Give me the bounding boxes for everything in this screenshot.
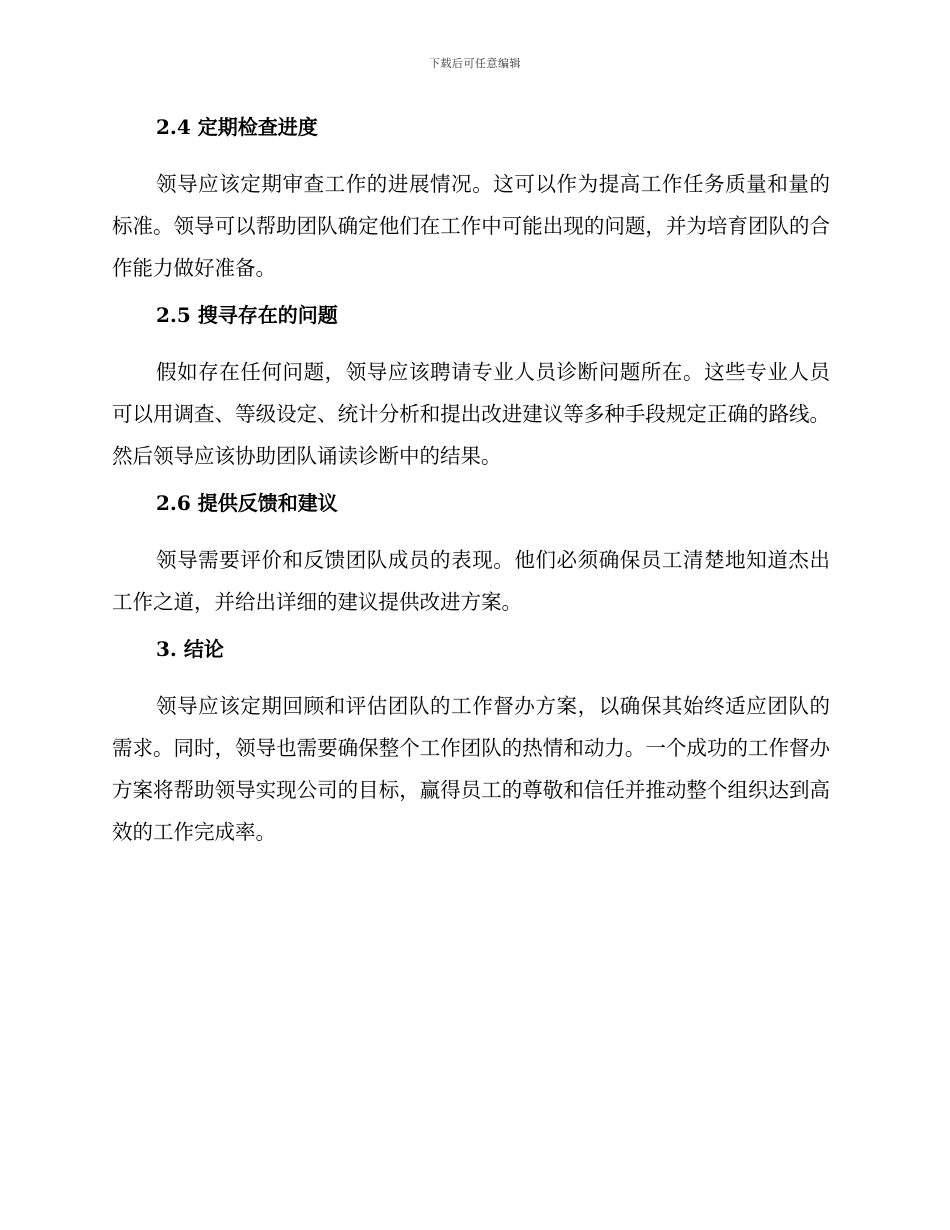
section-heading-3: 3. 结论 bbox=[156, 637, 224, 661]
section-heading-2-5: 2.5 搜寻存在的问题 bbox=[156, 303, 338, 327]
section-heading-2-6: 2.6 提供反馈和建议 bbox=[156, 491, 338, 515]
section-paragraph-3: 领导应该定期回顾和评估团队的工作督办方案，以确保其始终适应团队的需求。同时，领导也需要确保整个工作团队的热情和动力。一个成功的工作督办方案将帮助领导实现公司的目标，赢得员工的尊敬和信任并推动整个组织达到高效的工作完成率。 bbox=[112, 694, 830, 844]
page-header: 下载后可任意编辑 bbox=[429, 57, 521, 70]
document-body bbox=[112, 110, 830, 853]
section-paragraph-2-5: 假如存在任何问题，领导应该聘请专业人员诊断问题所在。这些专业人员可以用调查、等级设定、统计分析和提出改进建议等多种手段规定正确的路线。然后领导应该协助团队诵读诊断中的结果。 bbox=[112, 360, 830, 468]
section-paragraph-2-6: 领导需要评价和反馈团队成员的表现。他们必须确保员工清楚地知道杰出工作之道，并给出详细的建议提供改进方案。 bbox=[112, 548, 830, 614]
section-heading-2-4: 2.4 定期检查进度 bbox=[156, 115, 318, 139]
section-paragraph-2-4: 领导应该定期审查工作的进展情况。这可以作为提高工作任务质量和量的标准。领导可以帮助团队确定他们在工作中可能出现的问题，并为培育团队的合作能力做好准备。 bbox=[112, 172, 830, 280]
